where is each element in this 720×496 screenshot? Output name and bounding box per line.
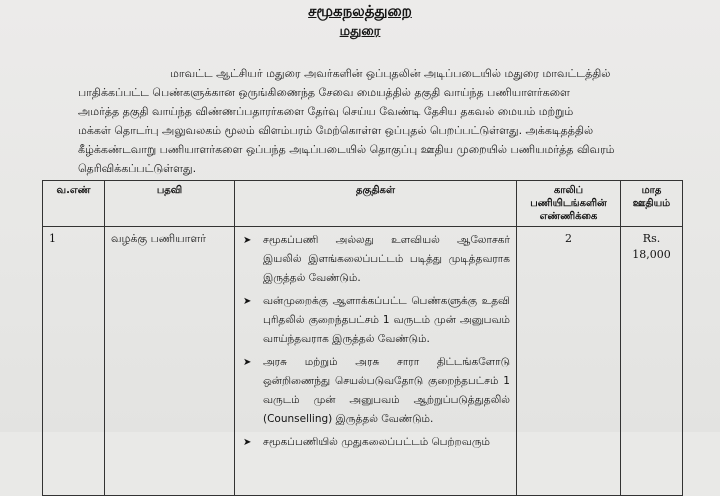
intro-line: மாவட்ட ஆட்சியர் மதுரை அவர்களின் ஒப்புதலின் அடிப்படையில் மதுரை மாவட்டத்தில் bbox=[170, 67, 611, 80]
arrow-bullet-icon: ➤ bbox=[243, 296, 252, 307]
header-post: பதவி bbox=[105, 181, 235, 227]
intro-line: மக்கள் தொடர்பு அலுவலகம் மூலம் விளம்பரம் மேற்கொள்ள ஒப்புதல் பெறப்பட்டுள்ளது. அக்கடிதத்தில் bbox=[78, 124, 594, 137]
intro-line: அமர்த்த தகுதி வாய்ந்த விண்ணப்பதாரர்களை தேர்வு செய்ய வேண்டி தேசிய தகவல் மையம் மற்றும் bbox=[78, 105, 574, 118]
salary-amount: 18,000 bbox=[632, 248, 671, 261]
intro-line: கீழ்க்கண்டவாறு பணியாளர்களை ஒப்பந்த அடிப்படையில் தொகுப்பு ஊதிய முறையில் பணியமர்த்த விவரம் bbox=[78, 143, 615, 156]
arrow-bullet-icon: ➤ bbox=[243, 357, 252, 368]
row-vacancies: 2 bbox=[517, 227, 621, 496]
arrow-bullet-icon: ➤ bbox=[243, 235, 252, 246]
district-title: மதுரை bbox=[339, 24, 381, 39]
row-post: வழக்கு பணியாளர் bbox=[105, 227, 235, 496]
header-vacancies: காலிப் பணியிடங்களின் எண்ணிக்கை bbox=[517, 181, 621, 227]
department-title: சமூகநலத்துறை bbox=[308, 2, 412, 20]
row-salary bbox=[621, 227, 683, 496]
qualification-item bbox=[241, 292, 510, 349]
intro-line: தெரிவிக்கப்பட்டுள்ளது. bbox=[78, 162, 197, 175]
qualification-item bbox=[241, 231, 510, 288]
row-qualifications bbox=[235, 227, 517, 496]
arrow-bullet-icon: ➤ bbox=[243, 437, 252, 448]
intro-paragraph bbox=[78, 64, 678, 178]
salary-prefix: Rs. bbox=[642, 232, 661, 245]
intro-line: பாதிக்கப்பட்ட பெண்களுக்கான ஒருங்கிணைந்த சேவை மையத்தில் தகுதி வாய்ந்த பணியாளர்களை bbox=[78, 86, 570, 99]
header-qualification: தகுதிகள் bbox=[235, 181, 517, 227]
table-row bbox=[43, 227, 683, 496]
qualification-item bbox=[241, 353, 510, 429]
header-sno: வ.எண் bbox=[43, 181, 105, 227]
qualification-item bbox=[241, 433, 510, 452]
row-sno: 1 bbox=[43, 227, 105, 496]
header-salary: மாத ஊதியம் bbox=[621, 181, 683, 227]
vacancy-table bbox=[42, 180, 683, 496]
qualification-text: சமூகப்பணியில் முதுகலைப்பட்டம் பெற்றவரும் bbox=[263, 436, 491, 448]
table-header-row bbox=[43, 181, 683, 227]
qualification-text: அரசு மற்றும் அரசு சாரா திட்டங்களோடு ஒன்றிணைந்து செயல்படுவதோடு குறைந்தபட்சம் 1 வருடம் முன் அனுபவம் ஆற்றுப்படுத்துதலில் (Counselling) இருத்தல் வேண்டும். bbox=[263, 356, 510, 425]
qualification-text: வன்முறைக்கு ஆளாக்கப்பட்ட பெண்களுக்கு உதவி புரிதலில் குறைந்தபட்சம் 1 வருடம் முன் அனுபவம் வாய்ந்தவராக இருத்தல் வேண்டும். bbox=[263, 295, 510, 345]
qualification-text: சமூகப்பணி அல்லது உளவியல் ஆலோசகர் இயலில் இளங்கலைப்பட்டம் படித்து முடித்தவராக இருத்தல் வேண்டும். bbox=[263, 234, 510, 284]
